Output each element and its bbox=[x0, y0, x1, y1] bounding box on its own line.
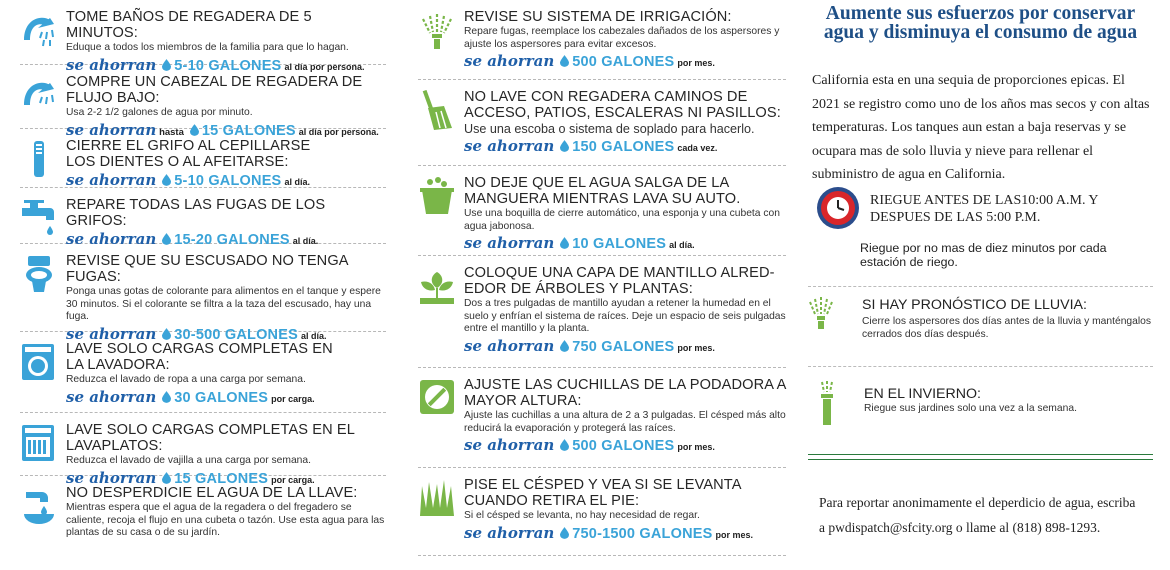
tip-tap-water bbox=[20, 476, 386, 570]
tips-column-1 bbox=[20, 0, 386, 570]
tip-desc: Ponga unas gotas de colorante para alimentos en el tanque y espere 30 minutos. Si el colorante se filtra a la taza del escusado, hay una fuga. bbox=[66, 286, 381, 322]
savings: se ahorran 15-20 GALONES al día. bbox=[66, 230, 319, 248]
savings: se ahorran 750 GALONES por mes. bbox=[464, 336, 715, 355]
tip-faucet-leaks bbox=[20, 188, 386, 248]
clock-icon bbox=[816, 186, 860, 230]
report-paragraph: Para reportar anonimamente el deperdicio de agua, escriba a pwdispatch@sfcity.org o llame al (818) 898-1293. bbox=[819, 495, 1136, 535]
savings: se ahorran 15 GALONES por carga. bbox=[66, 468, 315, 487]
watering-time-desc: Riegue por no mas de diez minutos por cada estación de riego. bbox=[860, 241, 1107, 269]
page-title: Aumente sus esfuerzos por conservar agua y disminuya el consumo de agua bbox=[823, 3, 1138, 43]
savings: se ahorran hasta 15 GALONES al día por persona. bbox=[66, 120, 379, 139]
tip-desc: Dos a tres pulgadas de mantillo ayudan a retener la humedad en el suelo y enfrían el sistema de raíces. Deje un espacio de seis pulgadas entre el mantillo y la planta. bbox=[464, 298, 786, 334]
water-drop-icon bbox=[560, 439, 569, 451]
intro-paragraph: California esta en una sequia de proporciones epicas. El 2021 se registro como uno de los años mas secos y con altas temperaturas. Los tanques aun estan a baja reservas y se ocupara mas de solo lluvia y nieve para rellenar el subministro de agua en California. bbox=[812, 73, 1150, 182]
tip-title: REVISE SU SISTEMA DE IRRIGACIÓN: bbox=[464, 9, 732, 25]
green-rule bbox=[808, 454, 1153, 455]
tip-desc: Eduque a todos los miembros de la familia para que lo hagan. bbox=[66, 42, 349, 53]
tip-title: REVISE QUE SU ESCUSADO NO TENGA FUGAS: bbox=[66, 253, 348, 285]
savings: se ahorran 5-10 GALONES al día por persona. bbox=[66, 55, 365, 74]
tap-bowl-icon bbox=[20, 486, 58, 526]
tip-desc: Si el césped se levanta, no hay necesidad de regar. bbox=[464, 510, 700, 521]
divider bbox=[808, 366, 1153, 367]
savings: se ahorran 10 GALONES al día. bbox=[464, 234, 695, 252]
tip-washing-machine bbox=[20, 332, 386, 413]
tip-desc: Use una escoba o sistema de soplado para hacerlo. bbox=[464, 122, 755, 136]
winter-desc: Riegue sus jardines solo una vez a la semana. bbox=[864, 403, 1077, 414]
water-drop-icon bbox=[560, 237, 569, 249]
tip-desc: Reduzca el lavado de ropa a una carga por semana. bbox=[66, 374, 306, 385]
water-drop-icon bbox=[162, 391, 171, 403]
water-drop-icon bbox=[560, 140, 569, 152]
bucket-icon bbox=[418, 176, 456, 216]
water-drop-icon bbox=[560, 527, 569, 539]
sprinkler-icon bbox=[418, 10, 456, 50]
winter-sprinkler-icon bbox=[816, 380, 838, 426]
winter-title: EN EL INVIERNO: bbox=[864, 386, 981, 402]
tip-title: NO LAVE CON REGADERA CAMINOS DE ACCESO, PATIOS, ESCALERAS NI PASILLOS: bbox=[464, 89, 781, 121]
toothbrush-icon bbox=[20, 139, 58, 179]
water-drop-icon bbox=[560, 55, 569, 67]
broom-icon bbox=[418, 90, 456, 130]
tip-title: COLOQUE UNA CAPA DE MANTILLO ALRED-EDOR DE ÁRBOLES Y PLANTAS: bbox=[464, 265, 775, 297]
tip-title: REPARE TODAS LAS FUGAS DE LOS GRIFOS: bbox=[66, 197, 326, 229]
tip-title: NO DEJE QUE EL AGUA SALGA DE LA MANGUERA MIENTRAS LAVA SU AUTO. bbox=[464, 175, 741, 207]
mower-blade-icon bbox=[418, 378, 456, 418]
grass-icon bbox=[418, 478, 456, 518]
tip-car-wash bbox=[418, 166, 786, 256]
tip-desc: Ajuste las cuchillas a una altura de 2 a 3 pulgadas. El césped más alto reducirá la evaporación y protegerá las raíces. bbox=[464, 410, 786, 434]
shower-icon bbox=[20, 75, 58, 115]
savings: se ahorran 750-1500 GALONES por mes. bbox=[464, 523, 754, 542]
tip-desc: Reduzca el lavado de vajilla a una carga por semana. bbox=[66, 455, 311, 466]
tips-column-2 bbox=[418, 0, 786, 556]
tip-mulch bbox=[418, 256, 786, 368]
divider bbox=[808, 286, 1153, 287]
faucet-icon bbox=[20, 198, 58, 238]
tip-toilet bbox=[20, 244, 386, 343]
savings: se ahorran 500 GALONES por mes. bbox=[464, 436, 715, 454]
savings: se ahorran 500 GALONES por mes. bbox=[464, 52, 715, 70]
tip-title: CIERRE EL GRIFO AL CEPILLARSE bbox=[66, 138, 311, 154]
tip-title: PISE EL CÉSPED Y VEA SI SE LEVANTA CUANDO RETIRA EL PIE: bbox=[464, 477, 741, 509]
savings: se ahorran 5-10 GALONES al día. bbox=[66, 171, 310, 189]
tip-title-line2: LOS DIENTES O AL AFEITARSE: bbox=[66, 154, 289, 170]
tip-title: TOME BAÑOS DE REGADERA DE 5 MINUTOS: bbox=[66, 9, 312, 41]
savings: se ahorran 30 GALONES por carga. bbox=[66, 387, 315, 406]
water-drop-icon bbox=[560, 340, 569, 352]
water-drop-icon bbox=[162, 174, 171, 186]
rain-desc: Cierre los aspersores dos días antes de la lluvia y manténgalos cerrados dos días después. bbox=[862, 316, 1152, 340]
watering-time-title: RIEGUE ANTES DE LAS10:00 A.M. Y DESPUES DE LAS 5:00 P.M. bbox=[870, 193, 1099, 225]
tip-title-line2: LA LAVADORA: bbox=[66, 357, 170, 373]
tip-title: COMPRE UN CABEZAL DE REGADERA DE FLUJO BAJO: bbox=[66, 74, 363, 106]
tip-desc: Use una boquilla de cierre automático, una esponja y una cubeta con agua jabonosa. bbox=[464, 208, 780, 232]
tip-irrigation bbox=[418, 0, 786, 80]
tip-broom bbox=[418, 80, 786, 166]
shower-icon bbox=[20, 10, 58, 50]
info-column bbox=[808, 0, 1153, 535]
rain-title: SI HAY PRONÓSTICO DE LLUVIA: bbox=[862, 297, 1087, 313]
tip-desc: Mientras espera que el agua de la regadera o del fregadero se caliente, recoja el flujo en una cubeta o tazón. Use esta agua para las plantas de su casa o de su jardín. bbox=[66, 502, 385, 538]
tip-mower bbox=[418, 368, 786, 468]
tip-showerhead bbox=[20, 65, 386, 139]
savings: se ahorran 150 GALONES cada vez. bbox=[464, 137, 718, 155]
washing-machine-icon bbox=[20, 342, 58, 382]
plant-icon bbox=[418, 266, 456, 306]
tip-title: LAVE SOLO CARGAS COMPLETAS EN bbox=[66, 341, 333, 357]
tip-title: AJUSTE LAS CUCHILLAS DE LA PODADORA A MAYOR ALTURA: bbox=[464, 377, 786, 409]
tip-title: LAVE SOLO CARGAS COMPLETAS EN EL LAVAPLATOS: bbox=[66, 422, 355, 454]
sprinkler-icon bbox=[808, 296, 834, 330]
tip-lawn bbox=[418, 468, 786, 556]
tip-dishwasher bbox=[20, 413, 386, 487]
toilet-icon bbox=[20, 254, 58, 294]
tip-desc: Repare fugas, reemplace los cabezales dañados de los aspersores y ajuste los aspersores para evitar excesos. bbox=[464, 26, 780, 50]
dishwasher-icon bbox=[20, 423, 58, 463]
savings: se ahorran 30-500 GALONES al día. bbox=[66, 324, 327, 343]
tip-toothbrush bbox=[20, 129, 386, 188]
green-rule bbox=[808, 459, 1153, 460]
tip-shower bbox=[20, 0, 386, 74]
tip-desc: Usa 2-2 1/2 galones de agua por minuto. bbox=[66, 107, 253, 118]
tip-title: NO DESPERDICIE EL AGUA DE LA LLAVE: bbox=[66, 485, 358, 501]
